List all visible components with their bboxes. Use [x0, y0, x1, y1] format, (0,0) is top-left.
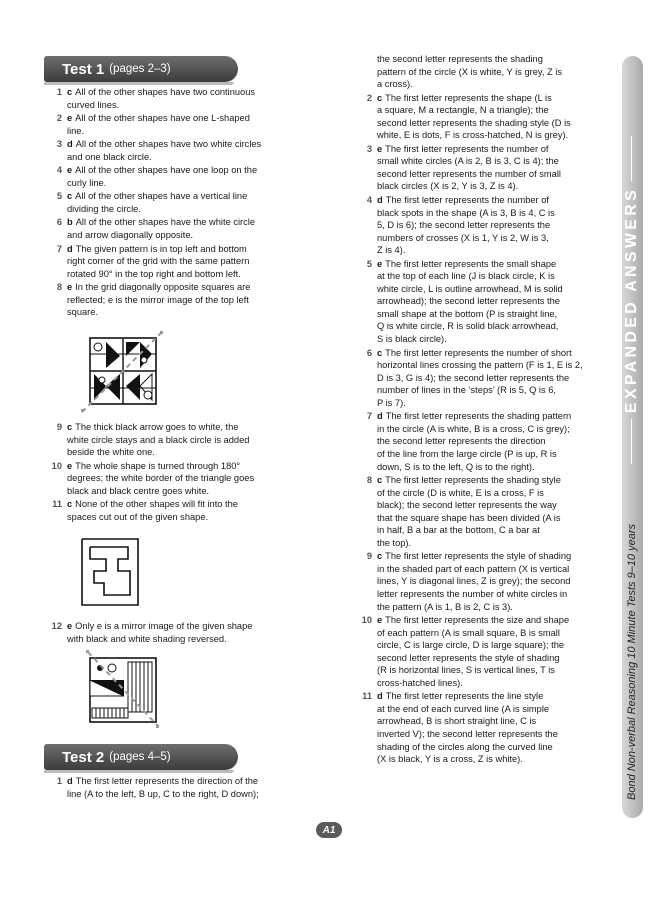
answer-line: e The first letter represents the size and shape — [377, 615, 570, 626]
answer-number: 3 — [366, 143, 372, 154]
answer-number: 9 — [366, 551, 372, 562]
answer-line: black spots in the shape (A is 3, B is 4, C is — [377, 207, 555, 218]
answer-line: black and black centre goes white. — [67, 485, 210, 496]
answer-number: 8 — [366, 475, 372, 486]
answer-line: shading of the circles along the curved line — [377, 741, 553, 752]
answer-item — [354, 92, 616, 142]
answer-number: 11 — [52, 499, 62, 510]
answer-line: curly line. — [67, 177, 107, 188]
answer-line: number of lines in the ‘steps’ (R is 5, Q is 6, — [377, 385, 556, 396]
answer-line: c The first letter represents the shading style — [377, 475, 561, 486]
test2-title: Test 2 — [62, 748, 105, 766]
answer-item — [354, 410, 616, 473]
answer-letter: c — [67, 87, 73, 97]
answer-line: d The given pattern is in top left and bottom — [67, 243, 247, 254]
answer-number: 8 — [56, 282, 62, 293]
answer-item — [44, 138, 316, 163]
answer-line: small shape at the bottom (P is straight line, — [377, 308, 558, 319]
answer-number: 1 — [56, 776, 62, 786]
answer-item — [44, 164, 316, 189]
answer-item — [44, 775, 316, 800]
answer-line: d The first letter represents the direction of the — [67, 776, 259, 786]
answer-line: (R is horizontal lines, S is vertical lines, T is — [377, 665, 555, 676]
answer-line: and one black circle. — [67, 151, 152, 162]
answer-line: Q is white circle, R is solid black arrowhead, — [377, 321, 559, 332]
answer-line: e All of the other shapes have one L-shaped — [67, 113, 250, 124]
answer-letter: d — [377, 691, 383, 702]
answer-line: in the circle (A is white, B is a cross, C is grey); — [377, 423, 570, 434]
answer-number: 4 — [366, 195, 372, 206]
answer-item — [44, 112, 316, 137]
answer-line: horizontal lines crossing the pattern (F is 1, E is 2, — [377, 360, 583, 371]
answer-line: c None of the other shapes will fit into the — [67, 499, 238, 510]
answer-number: 7 — [366, 411, 372, 422]
answer-line: of the circle (D is white, E is a cross, F is — [377, 487, 544, 498]
grid-pattern-figure — [78, 330, 170, 416]
answer-number: 6 — [56, 217, 62, 228]
answer-line: and arrow diagonally opposite. — [67, 230, 194, 241]
book-title: Bond Non-verbal Reasoning 10 Minute Tests 9–10 years — [626, 524, 638, 800]
answer-line: second letter represents the number of small — [377, 168, 561, 179]
answer-line: the top). — [377, 537, 412, 548]
answer-item — [354, 258, 616, 346]
answer-line: e Only e is a mirror image of the given shape — [67, 621, 253, 631]
answer-line: letter represents the number of white circles in — [377, 588, 568, 599]
answer-line: inverted V); the second letter represents the — [377, 728, 558, 739]
test1-items-c — [44, 620, 316, 645]
answer-item — [354, 550, 616, 613]
answer-letter: c — [377, 347, 383, 358]
answer-line: white circle stays and a black circle is added — [67, 434, 250, 445]
answer-number: 12 — [51, 621, 62, 631]
answer-line: second letter represents the shading style (D is — [377, 117, 571, 128]
answer-line: b All of the other shapes have the white circle — [67, 217, 256, 228]
answer-letter: d — [377, 411, 383, 422]
answer-number: 1 — [56, 87, 62, 97]
answer-line: c All of the other shapes have a vertical line — [67, 191, 248, 202]
answer-line: cross-hatched lines). — [377, 677, 463, 688]
answer-item — [44, 216, 316, 241]
mirror-shape-figure — [84, 650, 164, 730]
answer-line: in half, B a bar at the bottom, C a bar at — [377, 525, 540, 536]
answer-number: 7 — [56, 243, 62, 254]
answer-line: white, E is dots, F is cross-hatched, N is grey). — [377, 130, 569, 141]
answer-letter: e — [377, 143, 383, 154]
answer-line: 5, D is 6); the second letter represents the — [377, 220, 551, 231]
answer-line: second letter represents the style of shading — [377, 652, 560, 663]
answer-line: (X is black, Y is a cross, Z is white). — [377, 754, 523, 765]
answer-number: 5 — [56, 191, 62, 202]
answer-line: the pattern (A is 1, B is 2, C is 3). — [377, 601, 513, 612]
answer-line: d The first letter represents the number of — [377, 195, 549, 206]
answer-line: in the shaded part of each pattern (X is vertical — [377, 563, 570, 574]
answer-line: at the end of each curved line (A is simple — [377, 703, 550, 714]
answer-letter: e — [67, 113, 73, 124]
answer-line: arrowhead); the second letter represents the — [377, 296, 560, 307]
answer-line: e The first letter represents the number of — [377, 143, 549, 154]
answer-line: c The first letter represents the shape (L is — [377, 92, 552, 103]
answer-line: numbers of crosses (X is 1, Y is 2, W is 3, — [377, 232, 549, 243]
answer-item — [354, 690, 616, 765]
answer-letter: c — [67, 191, 73, 202]
answer-item — [354, 347, 616, 410]
answer-line: Z is 4). — [377, 245, 406, 256]
answer-letter: c — [377, 92, 383, 103]
answer-line: line. — [67, 125, 85, 136]
answer-letter: c — [377, 475, 383, 486]
answer-line: down, S is to the left, Q is to the right). — [377, 461, 535, 472]
answer-line: at the top of each line (J is black circle, K is — [377, 271, 555, 282]
answer-item — [44, 86, 316, 111]
answer-line: dividing the circle. — [67, 203, 141, 214]
answer-item — [354, 143, 616, 193]
answer-line: black circles (X is 2, Y is 3, Z is 4). — [377, 181, 519, 192]
answer-line: of the line from the large circle (P is up, R is — [377, 448, 557, 459]
answer-line: e In the grid diagonally opposite squares are — [67, 282, 251, 293]
answer-line: D is 3, G is 4); the second letter represents the — [377, 372, 570, 383]
answer-letter: e — [377, 615, 383, 626]
test1-header — [44, 56, 238, 82]
answer-item — [44, 190, 316, 215]
answer-letter: b — [67, 217, 73, 228]
answer-line: d All of the other shapes have two white circles — [67, 139, 262, 150]
answer-number: 4 — [56, 165, 62, 176]
answer-line: e The whole shape is turned through 180° — [67, 460, 241, 471]
answer-number: 9 — [56, 422, 62, 432]
test1-pages: (pages 2–3) — [109, 63, 171, 75]
answer-item — [354, 614, 616, 689]
answer-number: 11 — [362, 691, 372, 702]
test1-items-b — [44, 421, 316, 524]
answer-line: square. — [67, 307, 99, 318]
answer-line: S is black circle). — [377, 334, 447, 345]
answer-line: lines, Y is diagonal lines, Z is grey); the second — [377, 576, 571, 587]
answer-item — [354, 194, 616, 257]
test2-item-1 — [44, 775, 316, 800]
answer-letter: d — [377, 195, 383, 206]
answer-line: d The first letter represents the shading pattern — [377, 411, 572, 422]
section-label: EXPANDED ANSWERS — [623, 130, 641, 470]
answer-letter: e — [67, 621, 73, 631]
answer-number: 10 — [361, 615, 372, 626]
answer-line: e All of the other shapes have one loop on the — [67, 165, 258, 176]
test2-item-1-continued: the second letter represents the shading pattern of the circle (X is white, Y is grey, Z is a cross). — [377, 54, 562, 90]
answer-letter: e — [67, 460, 73, 471]
answer-letter: c — [67, 499, 73, 510]
answer-letter: d — [67, 243, 73, 254]
answer-letter: e — [377, 258, 383, 269]
answer-line: the second letter represents the direction — [377, 436, 546, 447]
test1-title: Test 1 — [62, 60, 105, 78]
answer-line: P is 7). — [377, 397, 406, 408]
answer-line: white circle, L is outline arrowhead, M is solid — [377, 283, 563, 294]
answer-line: c The first letter represents the style of shading — [377, 551, 572, 562]
answer-item — [44, 421, 316, 459]
answer-number: 2 — [366, 92, 372, 103]
answer-item — [44, 620, 316, 645]
answer-number: 5 — [366, 258, 372, 269]
answer-item — [44, 498, 316, 523]
answer-line: small white circles (A is 2, B is 3, C is 4); the — [377, 156, 559, 167]
answer-line: circle, C is large circle, D is large square); the — [377, 640, 565, 651]
test1-items-a — [44, 86, 316, 320]
answer-line: c All of the other shapes have two continuous — [67, 87, 256, 97]
answer-line: black); the second letter represents the way — [377, 500, 557, 511]
answer-line: beside the white one. — [67, 447, 155, 458]
answer-line: of each pattern (A is small square, B is small — [377, 627, 560, 638]
answer-line: rotated 90° in the top right and bottom left. — [67, 268, 241, 279]
answer-letter: e — [67, 282, 73, 293]
answer-line: with black and white shading reversed. — [67, 633, 227, 644]
test2-items-right — [354, 53, 616, 767]
answer-line: a square, M a rectangle, N a triangle); the — [377, 105, 549, 116]
answer-line: that the square shape has been divided (A is — [377, 512, 561, 523]
answer-item — [354, 474, 616, 549]
test2-header — [44, 744, 238, 770]
answer-line: reflected; e is the mirror image of the top left — [67, 294, 249, 305]
answer-item — [44, 281, 316, 319]
answer-letter: c — [67, 422, 73, 432]
answer-number: 6 — [366, 347, 372, 358]
answer-line: degrees; the white border of the triangle goes — [67, 473, 255, 484]
answer-line: line (A to the left, B up, C to the right, D down); — [67, 788, 259, 799]
answer-line: right corner of the grid with the same pattern — [67, 256, 250, 267]
answer-letter: d — [67, 776, 73, 786]
answer-letter: e — [67, 165, 73, 176]
cutout-shape-figure — [80, 537, 140, 607]
answer-number: 10 — [51, 460, 62, 471]
answer-number: 2 — [56, 113, 62, 124]
answer-item — [44, 460, 316, 498]
answer-number: 3 — [56, 139, 62, 150]
answer-item — [44, 243, 316, 281]
answer-line: c The thick black arrow goes to white, the — [67, 422, 239, 432]
answer-line: curved lines. — [67, 99, 120, 110]
answer-letter: c — [377, 551, 383, 562]
answer-line: arrowhead, B is short straight line, C is — [377, 716, 537, 727]
test2-pages: (pages 4–5) — [109, 751, 171, 763]
answer-line: e The first letter represents the small shape — [377, 258, 557, 269]
answer-line: d The first letter represents the line style — [377, 691, 544, 702]
page-number: A1 — [316, 822, 342, 838]
answer-line: spaces cut out of the given shape. — [67, 511, 209, 522]
answer-letter: d — [67, 139, 73, 150]
answer-line: c The first letter represents the number of short — [377, 347, 572, 358]
